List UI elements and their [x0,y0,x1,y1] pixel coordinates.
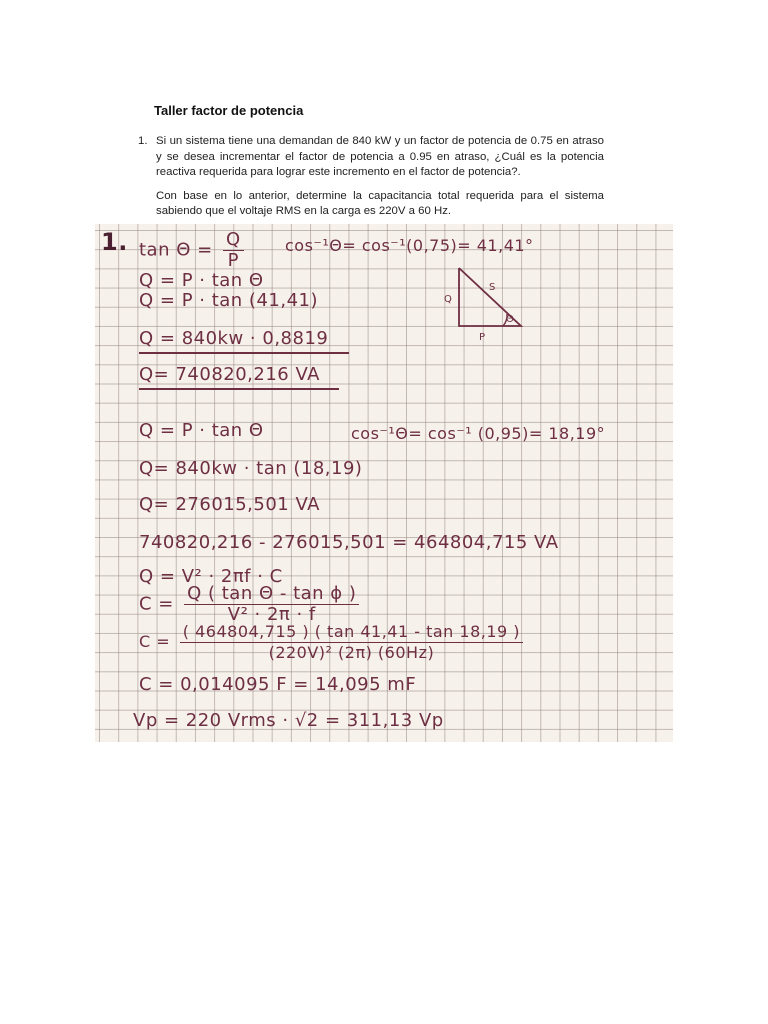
eq-q-difference: 740820,216 - 276015,501 = 464804,715 VA [139,532,559,553]
graph-paper-solution [95,224,673,742]
question-body [156,134,604,228]
eq-c-formula [139,584,363,625]
eq-arccos-1: cos⁻¹Θ= cos⁻¹(0,75)= 41,41° [285,236,534,255]
triangle-label-p: P [479,332,486,343]
eq-q-840-value: Q = 840kw · 0,8819 [139,328,329,349]
question-block [138,134,604,228]
eq-tan-numerator: Q [223,230,244,251]
eq-q-p-tan-2: Q = P · tan Θ [139,420,264,441]
triangle-label-q: Q [444,294,452,305]
eq-vp-result: Vp = 220 Vrms · √2 = 311,13 Vp [133,710,444,731]
eq-tan-definition [139,230,248,271]
eq-tan-fraction [223,230,244,271]
eq-c-sub-fraction [180,622,523,663]
eq-c-numerator: Q ( tan Θ - tan ϕ ) [184,584,359,605]
eq-c-sub-numerator: ( 464804,715 ) ( tan 41,41 - tan 18,19 ) [180,622,523,643]
eq-c-result: C = 0,014095 F = 14,095 mF [139,674,417,695]
eq-q-p-tan-41: Q = P · tan (41,41) [139,290,319,311]
eq-tan-denominator: P [227,250,239,271]
question-number: 1. [138,135,148,147]
eq-tan-left: tan Θ = [139,239,213,261]
question-paragraph-1: Si un sistema tiene una demandan de 840 kW y un factor de potencia de 0.75 en atraso y se desea incrementar el factor de potencia a 0.95 en atraso, ¿Cuál es la potencia reactiva requerida para lograr este incremento en el factor de potencia?. [156,135,604,178]
eq-q-p-tan: Q = P · tan Θ [139,270,264,291]
eq-q-result-2: Q= 276015,501 VA [139,494,320,515]
document-title: Taller factor de potencia [154,103,304,118]
eq-arccos-2: cos⁻¹Θ= cos⁻¹ (0,95)= 18,19° [351,424,606,443]
eq-q-840-tan-18: Q= 840kw · tan (18,19) [139,458,363,479]
triangle-label-s: S [489,282,496,293]
underline-2 [139,388,339,390]
eq-c-fraction [184,584,359,625]
eq-q-capacitor: Q = V² · 2πf · C [139,566,283,587]
solution-number: 1. [101,228,128,256]
power-triangle [451,262,531,342]
eq-c-sub-denominator: (220V)² (2π) (60Hz) [268,643,435,662]
eq-c-denominator: V² · 2π · f [227,604,316,625]
eq-c-substituted [139,622,527,663]
underline-1 [139,352,349,354]
eq-c-left: C = [139,593,174,615]
eq-q-result-1: Q= 740820,216 VA [139,364,320,385]
question-paragraph-2: Con base en lo anterior, determine la capacitancia total requerida para el sistema sabiendo que el voltaje RMS en la carga es 220V a 60 Hz. [156,189,604,217]
triangle-label-angle: Θ [506,314,514,325]
eq-c-sub-left: C = [139,632,171,651]
